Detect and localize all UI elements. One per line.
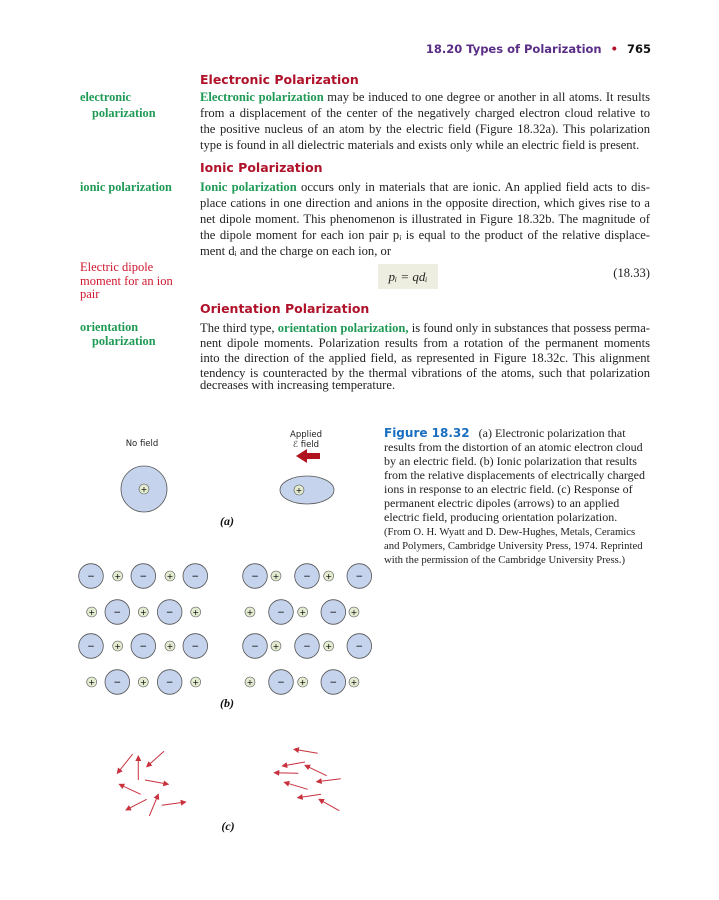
dipole-arrow-icon [119,784,140,794]
caption-line: permanent electric dipoles (arrows) to an applied [384,496,620,510]
caption-line: from the relative displacements of electrically charged [384,468,645,482]
panel-b-label: (b) [220,696,234,710]
margin-note-orientation: orientation [80,320,139,334]
plus-sign: + [246,678,254,687]
plus-sign: + [295,486,303,495]
minus-sign: − [191,642,200,652]
margin-note-dipole-2: moment for an ion [80,274,173,288]
minus-sign: − [277,608,285,618]
panel-c [117,749,340,833]
distorted-electron-cloud [280,476,334,504]
minus-sign: − [113,678,122,688]
keyword: Electronic polarization [200,90,324,104]
margin-note-orientation-2: polarization [92,334,156,348]
minus-sign: − [303,572,311,582]
no-field-label: No field [125,439,159,449]
plus-sign: + [139,678,147,687]
equation: pᵢ = qdᵢ [378,264,438,289]
minus-sign: − [139,642,148,652]
plus-sign: + [192,678,200,687]
dipole-arrow-icon [162,802,186,805]
text-line: net dipole moment. This phenomenon is illustrated in Figure 18.32b. The magnitude of [200,212,650,226]
dipole-arrow-icon [298,794,321,797]
plus-sign: + [246,608,254,617]
dipole-arrow-icon [284,782,307,789]
panel-b [79,564,372,710]
minus-sign: − [139,572,148,582]
text-line: ment dᵢ and the charge on each ion, or [200,244,392,258]
plus-sign: + [88,608,96,617]
text-line: type is found in all dielectric materials and exists only while an electric field is present. [200,138,640,152]
text: The third type, [200,321,278,335]
minus-sign: − [251,572,259,582]
margin-note-electronic: electronic [80,90,131,104]
heading-ionic-polarization: Ionic Polarization [200,160,323,175]
caption-line: by an electric field. (b) Ionic polarization that results [384,454,637,468]
plus-sign: + [88,678,96,687]
minus-sign: − [329,608,338,618]
text-line: decreases with increasing temperature. [200,378,396,392]
figure-label: Figure 18.32 [384,426,470,440]
margin-note-electronic-2: polarization [92,106,156,120]
dipole-arrow-icon [274,773,298,774]
plus-sign: + [272,642,280,651]
heading-orientation-polarization: Orientation Polarization [200,301,370,316]
dipole-arrow-icon [147,751,164,766]
plus-sign: + [166,642,174,651]
minus-sign: − [87,572,95,582]
page-number: 765 [626,42,651,56]
text-line: from a displacement of the center of the negatively charged electron cloud relative to [200,106,650,120]
plus-sign: + [114,642,122,651]
margin-note-dipole-3: pair [80,287,100,301]
keyword: Ionic polarization [200,180,297,194]
credit-line: (From O. H. Wyatt and D. Dew-Hughes, Metals, Ceramics [384,526,636,538]
minus-sign: − [251,642,259,652]
heading-electronic-polarization: Electronic Polarization [200,72,359,87]
text: occurs only in materials that are ionic. An applied field acts to dis- [296,180,650,194]
plus-sign: + [114,572,122,581]
section-title: 18.20 Types of Polarization [425,42,602,56]
minus-sign: − [355,642,364,652]
dipole-arrow-icon [282,762,305,766]
text-line: nent dipole moments. Polarization results from a rotation of the permanent moments [200,336,650,350]
margin-note-dipole: Electric dipole [80,260,154,274]
plus-sign: + [139,608,147,617]
dipole-arrow-icon [317,779,341,782]
minus-sign: − [303,642,311,652]
minus-sign: − [329,678,338,688]
minus-sign: − [191,572,200,582]
applied-field-label-2: ℰ field [292,440,320,450]
text-line: into the direction of the applied field, as represented in Figure 18.32c. This alignment [200,351,650,365]
dipole-arrow-icon [149,794,158,816]
text-line: the positive nucleus of an atom by the electric field (Figure 18.32a). This polarization [200,122,650,136]
panel-a-label: (a) [220,514,234,528]
margin-note-ionic: ionic polarization [80,180,172,194]
dipole-arrow-icon [305,765,327,775]
minus-sign: − [87,642,95,652]
minus-sign: − [113,608,122,618]
panel-c-label: (c) [221,819,235,833]
text: is found only in substances that possess perma- [408,321,650,335]
caption-line: electric field, producing orientation polarization. [384,510,618,524]
panel-a [121,430,334,528]
caption-line: results from the distortion of an atomic electron cloud [384,440,643,454]
dipole-arrow-icon [294,749,318,753]
field-arrow-icon [296,449,320,463]
plus-sign: + [140,485,148,494]
plus-sign: + [192,608,200,617]
dipole-arrow-icon [319,799,339,810]
separator: • [610,42,618,56]
minus-sign: − [355,572,364,582]
dipole-arrow-icon [145,780,168,784]
plus-sign: + [350,678,358,687]
plus-sign: + [325,572,333,581]
credit-line: and Polymers, Cambridge University Press, 1974. Reprinted [384,540,643,552]
plus-sign: + [299,678,307,687]
minus-sign: − [165,678,174,688]
equation-number: (18.33) [613,266,650,280]
text-line: tendency is counteracted by the thermal vibrations of the atoms, such that polarization [200,366,650,380]
plus-sign: + [299,608,307,617]
credit-line: with the permission of the Cambridge University Press.) [384,554,626,566]
minus-sign: − [165,608,174,618]
text: (a) Electronic polarization that [478,426,626,440]
caption-line: ions in response to an electric field. (c) Response of [384,482,633,496]
text-line: the dipole moment for each ion pair pᵢ is equal to the product of the relative displace- [200,228,650,242]
text-line: place cations in one direction and anions in the opposite direction, which gives rise to a [200,196,650,210]
text: may be induced to one degree or another in all atoms. It results [323,90,650,104]
dipole-arrow-icon [117,754,132,773]
keyword: orientation polarization, [277,321,409,335]
applied-field-label: Applied [290,430,322,440]
minus-sign: − [277,678,285,688]
plus-sign: + [350,608,358,617]
plus-sign: + [325,642,333,651]
dipole-arrow-icon [126,799,147,810]
plus-sign: + [272,572,280,581]
plus-sign: + [166,572,174,581]
